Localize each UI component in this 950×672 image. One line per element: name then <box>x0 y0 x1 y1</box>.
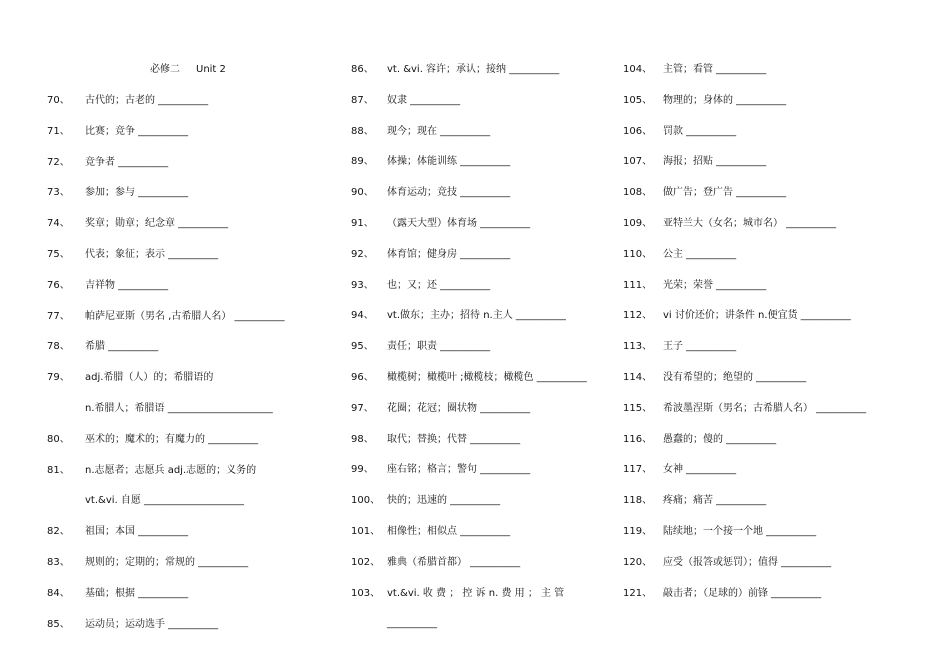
item-number: 95、 <box>351 341 374 353</box>
vocab-item <box>47 94 208 108</box>
item-number: 84、 <box>47 587 70 599</box>
item-text: 古代的；古老的 __________ <box>85 95 209 106</box>
item-text: 现今；现在 __________ <box>387 125 491 137</box>
item-number: 112、 <box>623 310 653 322</box>
vocab-item <box>623 340 736 354</box>
item-text: vt.做东；主办；招待 n.主人 __________ <box>387 310 566 322</box>
vocab-item <box>351 525 510 539</box>
item-number: 97、 <box>351 402 374 414</box>
vocab-item <box>623 402 866 416</box>
item-number: 94、 <box>351 310 374 322</box>
item-number: 119、 <box>623 526 653 537</box>
item-text: n.志愿者；志愿兵 adj.志愿的；义务的 <box>85 464 257 476</box>
item-number: 109、 <box>623 218 653 229</box>
item-text: vt. &vi. 容许；承认；接纳 __________ <box>387 64 560 75</box>
item-text: 祖国；本国 __________ <box>85 526 189 538</box>
item-text: 取代；替换；代替 __________ <box>387 433 521 445</box>
item-number: 86、 <box>351 64 374 75</box>
vocab-item <box>47 464 256 478</box>
vocab-item <box>351 217 530 231</box>
item-text: 公主 __________ <box>663 248 737 260</box>
item-number: 88、 <box>351 125 374 137</box>
title-unit: Unit 2 <box>196 64 226 75</box>
item-number: 111、 <box>623 279 653 291</box>
vocab-item <box>623 155 766 169</box>
item-text: 快的；迅速的 __________ <box>387 495 501 507</box>
item-text: 体育馆；健身房 __________ <box>387 248 511 260</box>
section-title <box>150 63 226 77</box>
item-text: 奴隶 __________ <box>387 94 461 106</box>
vocab-item <box>351 309 566 323</box>
item-number: 116、 <box>623 433 653 445</box>
item-number: 99、 <box>351 464 374 476</box>
vocab-item <box>351 279 490 293</box>
item-text: 没有希望的；绝望的 __________ <box>663 372 807 383</box>
item-number: 76、 <box>47 279 70 291</box>
vocab-item <box>351 248 510 262</box>
vocab-item <box>47 556 248 570</box>
vocab-item <box>47 186 188 200</box>
item-number: 75、 <box>47 249 70 260</box>
vocab-item <box>351 494 500 508</box>
vocab-item <box>351 617 437 631</box>
vocab-item <box>351 63 559 77</box>
item-text: 相像性；相似点 __________ <box>387 526 511 537</box>
item-text: 规则的；定期的；常规的 __________ <box>85 557 249 568</box>
item-text: 运动员；运动选手 __________ <box>85 618 219 630</box>
vocab-item <box>623 94 786 108</box>
item-text: vt.&vi. 自愿 ____________________ <box>85 495 245 507</box>
item-number: 70、 <box>47 95 70 106</box>
item-number: 113、 <box>623 341 653 353</box>
vocab-item <box>47 433 258 447</box>
item-number: 115、 <box>623 402 653 414</box>
vocab-item <box>623 494 766 508</box>
item-text: 罚款 __________ <box>663 125 737 137</box>
item-number: 120、 <box>623 556 653 568</box>
vocab-item <box>623 217 836 231</box>
vocab-item <box>351 125 490 139</box>
item-number: 90、 <box>351 187 374 199</box>
item-text: 也；又；还 __________ <box>387 279 491 291</box>
vocab-item <box>623 309 851 323</box>
item-number: 85、 <box>47 618 70 630</box>
item-text: 希腊 __________ <box>85 341 159 353</box>
vocab-item <box>47 494 244 508</box>
item-text: 巫术的；魔术的；有魔力的 __________ <box>85 433 259 445</box>
item-number: 117、 <box>623 464 653 476</box>
item-text: 体育运动；竞技 __________ <box>387 187 511 199</box>
item-text: n.希腊人；希腊语 _____________________ <box>85 403 273 414</box>
vocab-item <box>623 125 736 139</box>
item-number: 104、 <box>623 64 653 75</box>
item-text: 奖章；勋章；纪念章 __________ <box>85 218 229 230</box>
item-number: 82、 <box>47 526 70 538</box>
item-number: 83、 <box>47 557 70 568</box>
item-number: 72、 <box>47 156 70 168</box>
item-number: 96、 <box>351 372 374 383</box>
item-text: 愚蠢的；傻的 __________ <box>663 433 777 445</box>
vocab-item <box>623 63 766 77</box>
item-number: 102、 <box>351 556 381 568</box>
vocab-item <box>623 248 736 262</box>
item-number: 89、 <box>351 156 374 168</box>
item-text: 比赛；竞争 __________ <box>85 125 189 137</box>
vocab-item <box>47 402 273 416</box>
item-number: 98、 <box>351 433 374 445</box>
item-number: 103、 <box>351 587 381 599</box>
item-text: 应受（报答或惩罚）；值得 __________ <box>663 556 832 568</box>
vocab-item <box>351 556 520 570</box>
vocab-item <box>623 525 816 539</box>
item-number: 74、 <box>47 218 70 230</box>
vocab-item <box>623 463 736 477</box>
item-number: 110、 <box>623 248 653 260</box>
vocab-item <box>351 186 510 200</box>
vocab-item <box>47 248 218 262</box>
item-text: 基础；根据 __________ <box>85 587 189 599</box>
vocab-item <box>351 433 520 447</box>
item-text: 橄榄树；橄榄叶 ;橄榄枝；橄榄色 __________ <box>387 372 587 383</box>
vocab-item <box>623 556 831 570</box>
item-text: 吉祥物 __________ <box>85 279 169 291</box>
item-text: 参加；参与 __________ <box>85 187 189 199</box>
vocab-item <box>47 371 213 385</box>
item-number: 79、 <box>47 372 70 384</box>
vocab-item <box>47 217 228 231</box>
item-text: 代表；象征；表示 __________ <box>85 249 219 260</box>
vocab-item <box>47 618 218 632</box>
vocab-item <box>351 463 530 477</box>
item-number: 101、 <box>351 526 381 537</box>
item-text: 物理的；身体的 __________ <box>663 94 787 106</box>
vocab-item <box>47 340 158 354</box>
title-book: 必修二 <box>150 64 180 75</box>
item-text: 竞争者 __________ <box>85 156 169 168</box>
item-number: 87、 <box>351 94 374 106</box>
vocab-item <box>47 125 188 139</box>
item-number: 91、 <box>351 218 374 229</box>
item-text: 责任；职责 __________ <box>387 341 491 353</box>
item-text: 花圈；花冠；圈状物 __________ <box>387 402 531 414</box>
item-text: 主管；看管 __________ <box>663 64 767 75</box>
item-text: 海报；招贴 __________ <box>663 156 767 168</box>
vocab-item <box>623 433 776 447</box>
vocab-item <box>47 279 168 293</box>
item-number: 73、 <box>47 187 70 199</box>
item-text: 陆续地；一个接一个地 __________ <box>663 526 817 537</box>
vocab-item <box>351 587 564 601</box>
item-text: 座右铭；格言；警句 __________ <box>387 464 531 476</box>
item-number: 108、 <box>623 187 653 199</box>
vocab-item <box>623 186 786 200</box>
item-text: 光荣；荣誉 __________ <box>663 279 767 291</box>
vocab-item <box>351 155 510 169</box>
vocab-item <box>47 587 188 601</box>
item-number: 78、 <box>47 341 70 353</box>
item-number: 93、 <box>351 279 374 291</box>
item-number: 77、 <box>47 310 70 322</box>
vocab-item <box>47 310 285 324</box>
vocab-item <box>623 587 821 601</box>
item-text: 王子 __________ <box>663 341 737 353</box>
vocab-item <box>623 371 806 385</box>
item-text: 雅典（希腊首都） __________ <box>387 556 521 568</box>
item-number: 118、 <box>623 495 653 507</box>
item-number: 71、 <box>47 125 70 137</box>
item-text: 帕萨尼亚斯（男名 ,古希腊人名） __________ <box>85 310 285 322</box>
vocab-item <box>351 340 490 354</box>
vocab-item <box>623 279 766 293</box>
item-number: 121、 <box>623 587 653 599</box>
item-text: 做广告；登广告 __________ <box>663 187 787 199</box>
item-text: 亚特兰大（女名；城市名） __________ <box>663 218 837 229</box>
item-number: 92、 <box>351 248 374 260</box>
item-text: adj.希腊（人）的；希腊语的 <box>85 372 214 384</box>
item-text: （露天大型）体育场 __________ <box>387 218 531 229</box>
item-text: 体操；体能训练 __________ <box>387 156 511 168</box>
item-number: 106、 <box>623 125 653 137</box>
item-text: 疼痛；痛苦 __________ <box>663 495 767 507</box>
item-text: 女神 __________ <box>663 464 737 476</box>
vocab-item <box>351 371 587 385</box>
item-number: 80、 <box>47 433 70 445</box>
item-number: 100、 <box>351 495 381 507</box>
item-number: 105、 <box>623 94 653 106</box>
vocab-item <box>47 525 188 539</box>
item-text: __________ <box>387 618 437 630</box>
item-number: 107、 <box>623 156 653 168</box>
item-text: 敲击者；（足球的）前锋 __________ <box>663 587 822 599</box>
item-text: 希波墨涅斯（男名；古希腊人名） __________ <box>663 402 867 414</box>
vocab-item <box>47 156 168 170</box>
item-number: 114、 <box>623 372 653 383</box>
item-text: vt.&vi. 收 费 ； 控 诉 n. 费 用 ； 主 管 <box>387 587 565 599</box>
item-text: vi 讨价还价；讲条件 n.便宜货 __________ <box>663 310 851 322</box>
item-number: 81、 <box>47 464 70 476</box>
vocab-item <box>351 94 460 108</box>
vocab-item <box>351 402 530 416</box>
